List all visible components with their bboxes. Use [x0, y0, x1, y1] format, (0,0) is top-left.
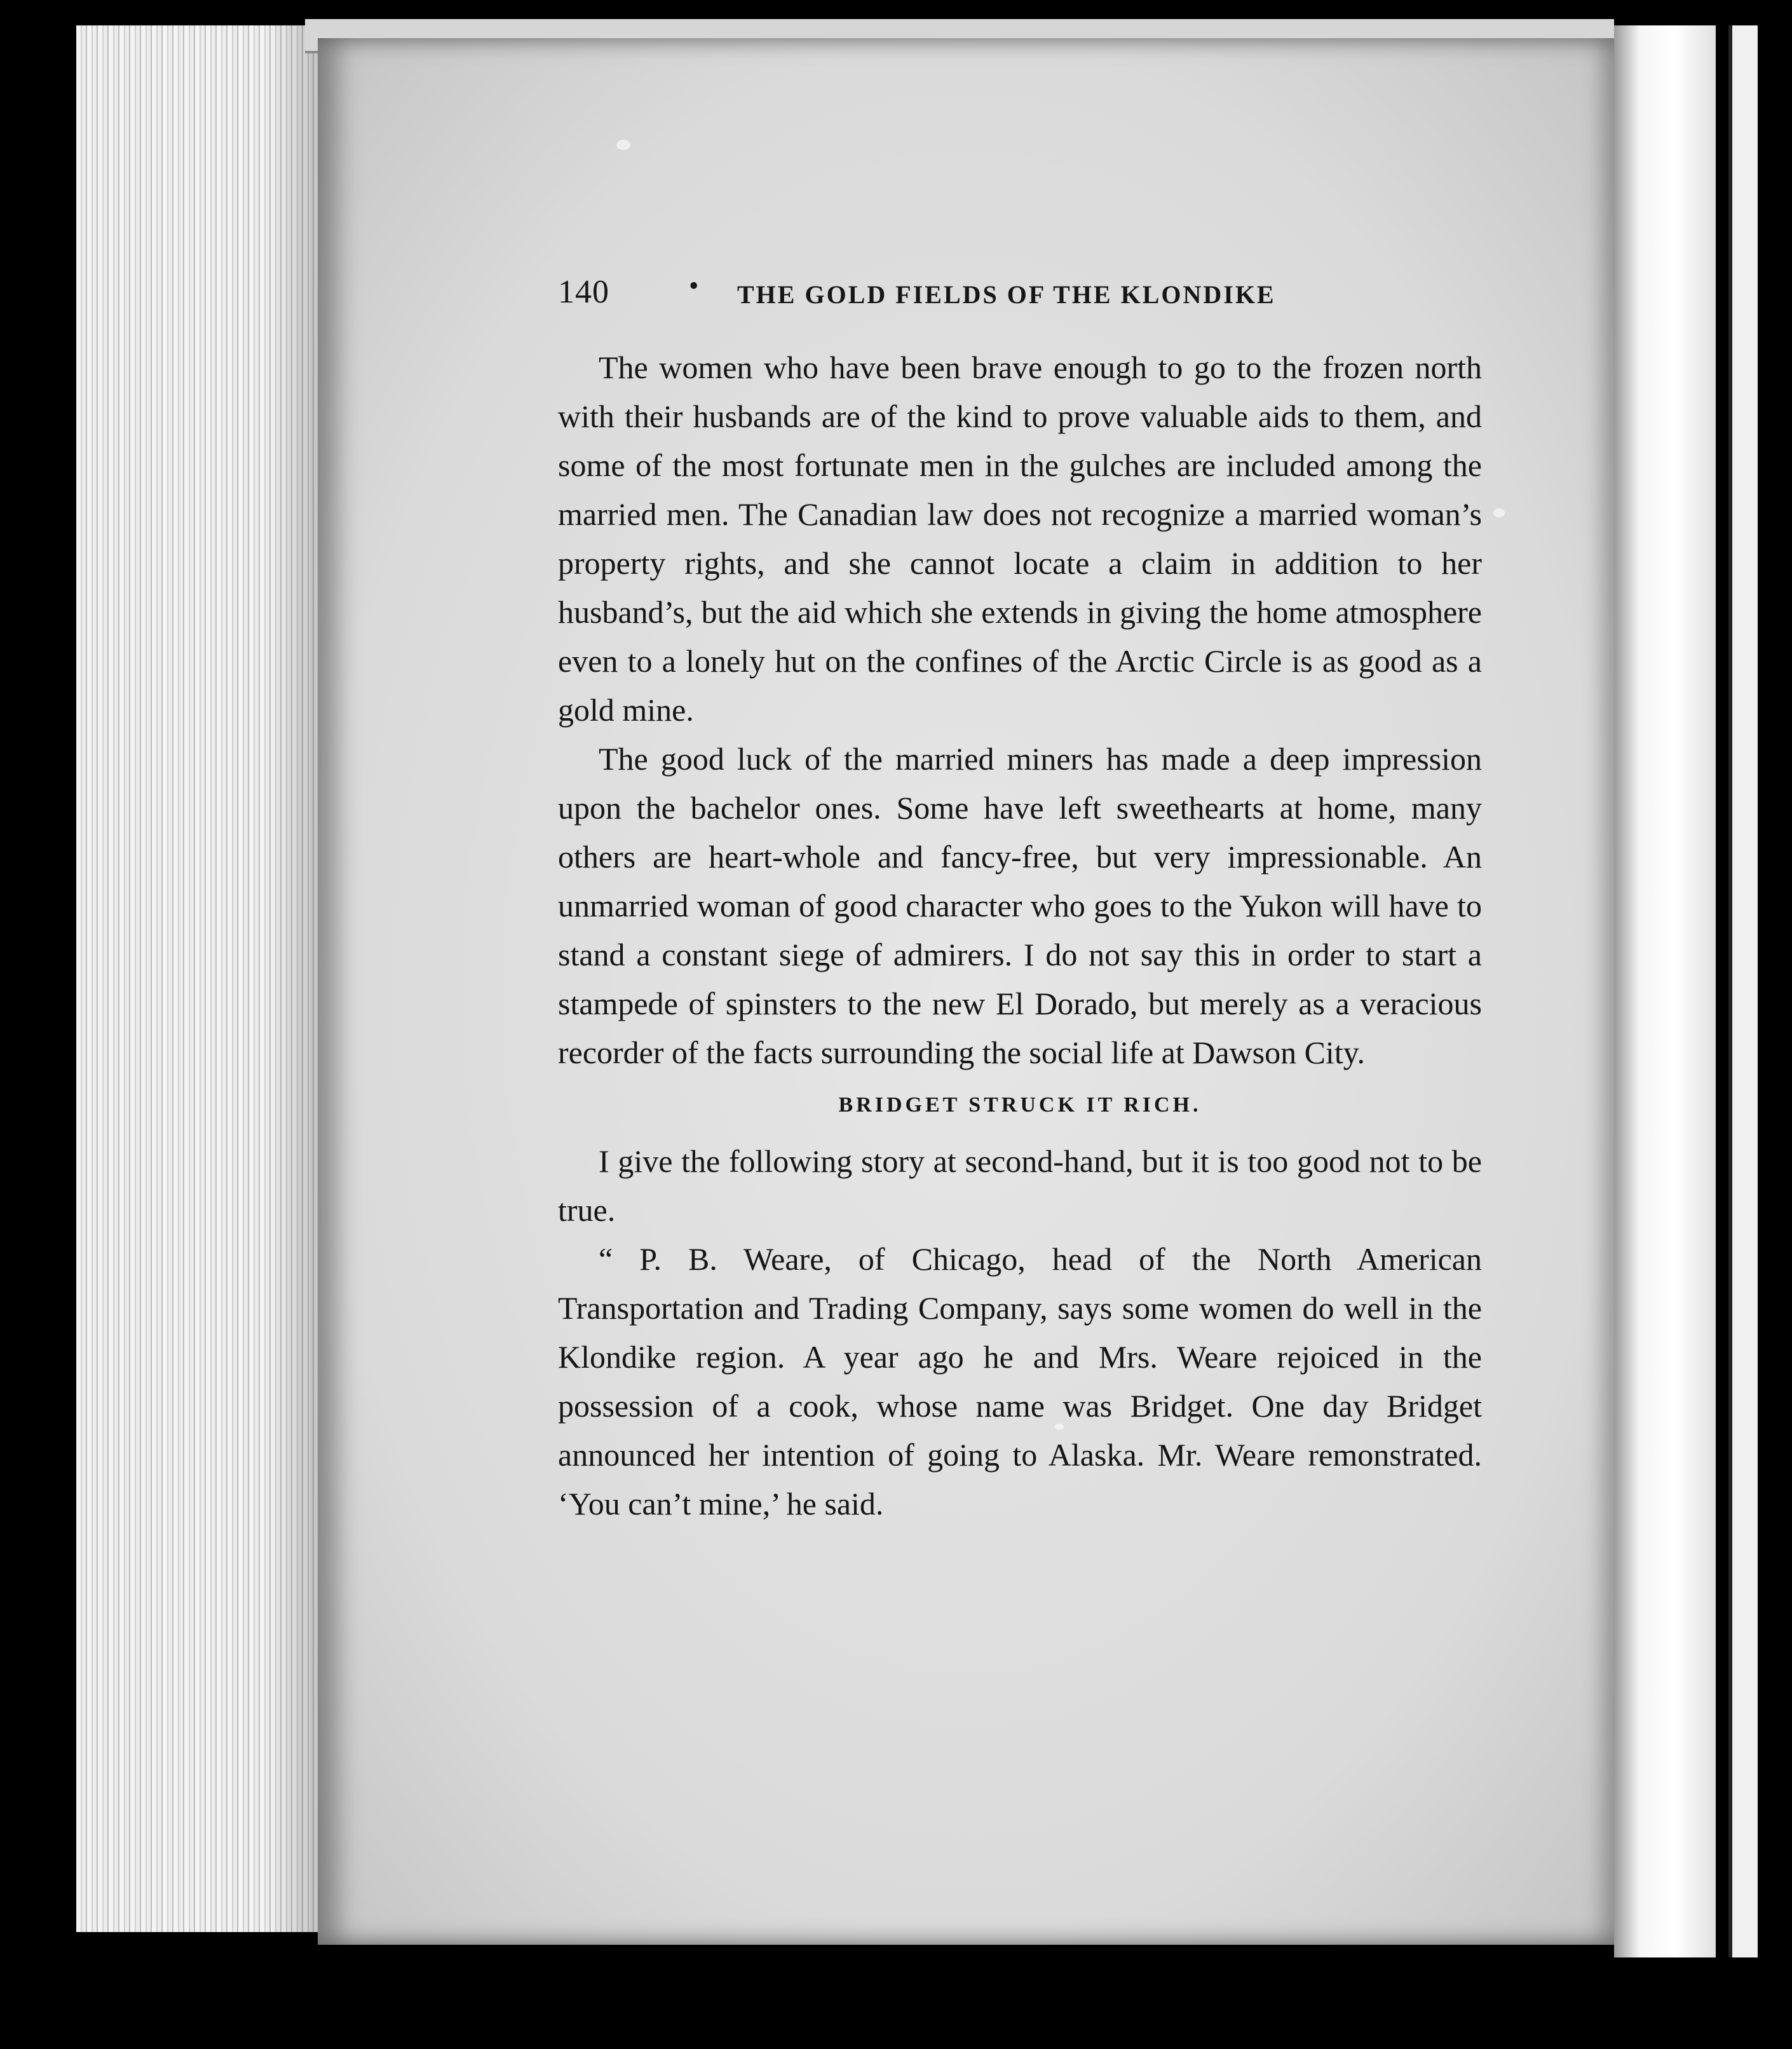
running-head-title: THE GOLD FIELDS OF THE KLONDIKE: [737, 280, 1276, 309]
running-head-separator: •: [689, 270, 699, 301]
body-paragraph: “ P. B. Weare, of Chicago, head of the North American Transportation and Trading Company, says some women do well in the Klondike region. A year ago he and Mrs. Weare rejoiced in the possession of a cook, whose name was Bridget. One day Bridget announced her intention of going to Alaska. Mr. Weare remonstrated. ‘You can’t mine,’ he said.: [558, 1241, 1482, 1521]
body-paragraph: The good luck of the married miners has made a deep impression upon the bachelor ones. Some have left sweethearts at home, many others are heart-whole and fancy-free, but very impressionable. An unmarried woman of good character who goes to the Yukon will have to stand a constant siege of admirers. I do not say this in order to start a stampede of spinsters to the new El Dorado, but merely as a veracious recorder of the facts surrounding the social life at Dawson City.: [558, 741, 1482, 1070]
body-paragraph: The women who have been brave enough to go to the frozen north with their husbands are of the kind to prove valuable aids to them, and some of the most fortunate men in the gulches are included among the married men. The Canadian law does not recognize a married woman’s property rights, and she cannot locate a claim in addition to her husband’s, but the aid which she extends in giving the home atmosphere even to a lonely hut on the confines of the Arctic Circle is as good as a gold mine.: [558, 350, 1482, 728]
facing-page-strip: [1614, 25, 1716, 1957]
right-page-edge: [1728, 25, 1758, 1957]
page-text: [558, 270, 1482, 1528]
page-number: 140: [558, 274, 609, 310]
paper-speck: [1493, 508, 1505, 517]
body-paragraph: I give the following story at second-hand, but it is too good not to be true.: [558, 1143, 1482, 1228]
paper-speck: [616, 140, 630, 150]
section-heading: BRIDGET STRUCK IT RICH.: [838, 1093, 1202, 1117]
running-head: [558, 270, 1482, 318]
